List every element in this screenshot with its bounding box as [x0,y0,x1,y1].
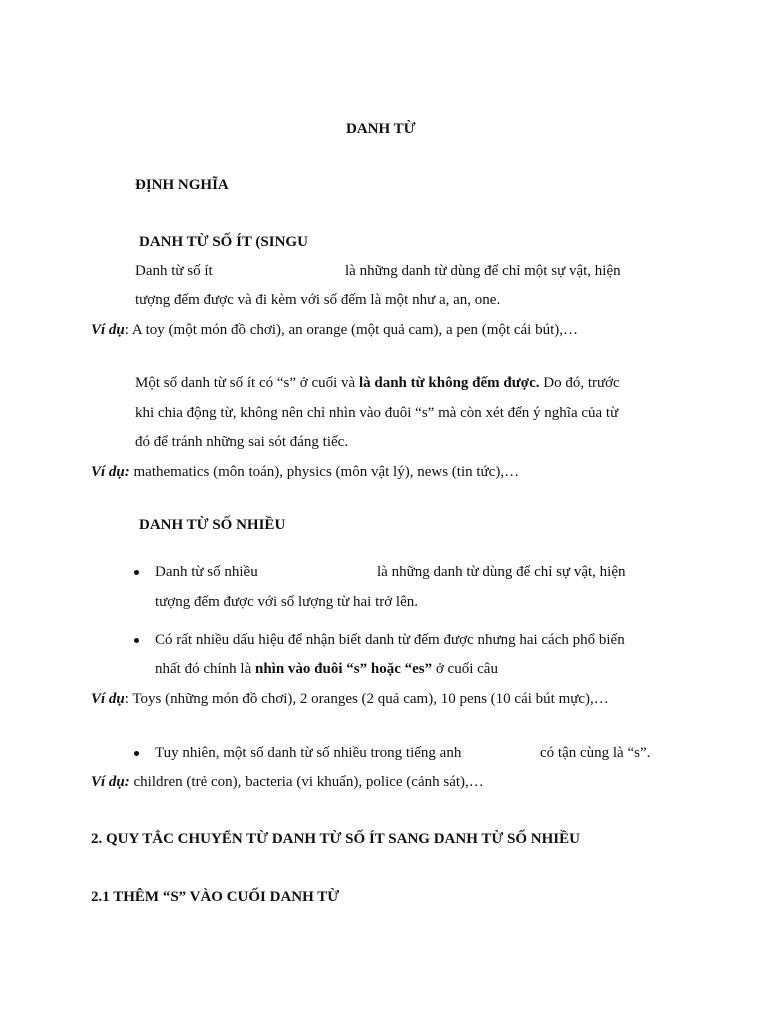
singular-line2: tượng đếm được và đi kèm với số đếm là một như a, an, one. [135,292,501,308]
para2-text-a: Một số danh từ số ít có “s” ở cuối và [135,375,359,391]
singular-example2 [91,462,519,482]
example-text: mathematics (môn toán), physics (môn vật lý), news (tin tức),… [129,464,520,480]
plural-bullet2-line2 [155,659,498,679]
para2-text-b: Do đó, trước [539,375,620,391]
singular-line1-end: là những danh từ dùng để chỉ một sự vật, hiện [345,263,621,279]
page-title: DANH TỪ [346,121,416,137]
singular-para2-line3: đó để tránh những sai sót đáng tiếc. [135,434,349,450]
bullet-dot [134,570,139,575]
bullet2-text-a: nhất đó chính là [155,661,255,677]
singular-para2-line2: khi chia động từ, không nên chỉ nhìn vào đuôi “s” mà còn xét đến ý nghĩa của từ [135,405,619,421]
para2-bold: là danh từ không đếm được. [358,375,540,391]
plural-bullet3-end: có tận cùng là “s”. [540,745,651,761]
section21-heading: 2.1 THÊM “S” VÀO CUỐI DANH TỪ [91,889,340,905]
section2-heading: 2. QUY TẮC CHUYỂN TỪ DANH TỪ SỐ ÍT SANG DANH TỪ SỐ NHIỀU [91,831,580,847]
bullet-dot [134,751,139,756]
example-label: Ví dụ: [91,464,130,480]
example-text: children (trẻ con), bacteria (vi khuẩn), police (cảnh sát),… [129,774,484,790]
singular-heading: DANH TỪ SỐ ÍT (SINGU [139,234,308,250]
definition-heading: ĐỊNH NGHĨA [135,177,229,193]
example-label: Ví dụ: [91,774,130,790]
plural-bullet1-start: Danh từ số nhiều [155,564,258,580]
bullet-dot [134,638,139,643]
plural-bullet1-line2: tượng đếm được với số lượng từ hai trở lên. [155,594,418,610]
example-label: Ví dụ [91,691,125,707]
plural-bullet3-start: Tuy nhiên, một số danh từ số nhiều trong tiếng anh [155,745,462,761]
example-label: Ví dụ [91,322,125,338]
plural-bullet1-end: là những danh từ dùng để chỉ sự vật, hiện [377,564,626,580]
singular-line1-start: Danh từ số ít [135,263,213,279]
bullet2-bold: nhìn vào đuôi “s” hoặc “es” [254,661,433,677]
singular-example1 [91,320,578,340]
plural-example2 [91,772,484,792]
plural-bullet2-line1: Có rất nhiều dấu hiệu để nhận biết danh từ đếm được nhưng hai cách phổ biến [155,632,625,648]
example-text: : Toys (những món đồ chơi), 2 oranges (2 quả cam), 10 pens (10 cái bút mực),… [124,691,609,707]
bullet2-text-b: ở cuối câu [432,661,498,677]
example-text: : A toy (một món đồ chơi), an orange (một quả cam), a pen (một cái bút),… [124,322,579,338]
plural-heading: DANH TỪ SỐ NHIỀU [139,517,286,533]
singular-para2-line1 [135,373,620,393]
plural-example1 [91,689,609,709]
